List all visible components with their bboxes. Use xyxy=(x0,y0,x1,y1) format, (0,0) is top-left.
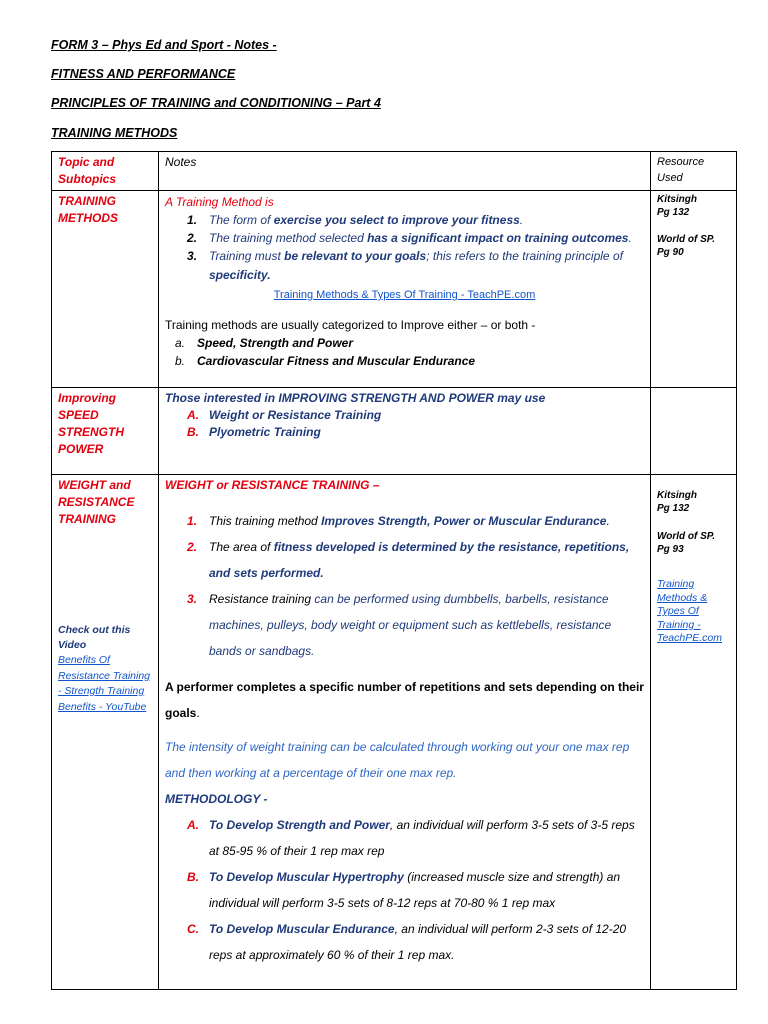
resource-cell xyxy=(651,388,737,475)
header-topic-cell xyxy=(52,152,159,191)
list-item: 1. This training method Improves Strength, Power or Muscular Endurance. xyxy=(187,514,610,528)
topic-improving-ssp: Improving SPEED STRENGTH POWER xyxy=(58,391,124,456)
video-link[interactable]: Benefits Of Resistance Training - Strength Training Benefits - YouTube xyxy=(58,654,151,713)
list-item: 1. The form of exercise you select to improve your fitness. xyxy=(187,213,524,227)
topic-cell xyxy=(52,475,159,990)
ssp-intro: Those interested in IMPROVING STRENGTH AND POWER may use xyxy=(165,391,546,405)
resource-teachpe-link[interactable]: Training Methods & Types Of Training - TeachPE.com xyxy=(657,578,722,644)
table-header-row xyxy=(52,152,737,191)
doc-part-title: PRINCIPLES OF TRAINING and CONDITIONING – Part 4 xyxy=(51,96,381,110)
table-row xyxy=(52,388,737,475)
intensity-text: The intensity of weight training can be calculated through working out your one max rep and then working at a percentage of their one max rep. xyxy=(165,740,630,780)
doc-topic-title: TRAINING METHODS xyxy=(51,126,178,140)
list-item: 2. The training method selected has a significant impact on training outcomes. xyxy=(187,231,632,245)
list-item: a. Speed, Strength and Power xyxy=(175,336,354,350)
weight-heading: WEIGHT or RESISTANCE TRAINING – xyxy=(165,478,380,492)
teachpe-link-row xyxy=(165,286,644,304)
notes-cell xyxy=(159,191,651,388)
doc-form-title: FORM 3 – Phys Ed and Sport - Notes - xyxy=(51,38,277,52)
topic-training-methods: TRAINING METHODS xyxy=(58,194,118,225)
list-item: A. To Develop Strength and Power, an individual will perform 3-5 sets of 3-5 reps at 85-95 % of their 1 rep max rep xyxy=(187,818,635,858)
list-item: A. Weight or Resistance Training xyxy=(187,408,382,422)
notes-cell xyxy=(159,475,651,990)
header-notes-cell xyxy=(159,152,651,191)
resource-kitsingh: Kitsingh Pg 132 xyxy=(657,490,697,514)
teachpe-link[interactable]: Training Methods & Types Of Training - TeachPE.com xyxy=(273,289,536,301)
resource-cell xyxy=(651,475,737,990)
list-item: b. Cardiovascular Fitness and Muscular Endurance xyxy=(175,354,476,368)
header-notes: Notes xyxy=(165,155,197,169)
topic-cell xyxy=(52,191,159,388)
resource-world-of-sp: World of SP. Pg 90 xyxy=(657,234,715,258)
performer-text: A performer completes a specific number of repetitions and sets depending on their goals. xyxy=(165,680,644,720)
categories-intro: Training methods are usually categorized to Improve either – or both - xyxy=(165,318,536,332)
resource-kitsingh: Kitsingh Pg 132 xyxy=(657,194,697,218)
resource-cell xyxy=(651,191,737,388)
list-item: 2. The area of fitness developed is determined by the resistance, repetitions, and sets performed. xyxy=(187,540,630,580)
table-row xyxy=(52,475,737,990)
list-item: B. Plyometric Training xyxy=(187,425,321,439)
header-resource: Resource Used xyxy=(657,156,705,184)
list-item: C. To Develop Muscular Endurance, an individual will perform 2-3 sets of 12-20 reps at approximately 60 % of their 1 rep max. xyxy=(187,922,627,962)
header-resource-cell xyxy=(651,152,737,191)
notes-cell xyxy=(159,388,651,475)
topic-cell xyxy=(52,388,159,475)
video-label: Check out this Video xyxy=(58,624,131,651)
notes-table xyxy=(51,151,737,990)
list-item: 3. Resistance training can be performed using dumbbells, barbells, resistance machines, pulleys, body weight or equipment such as kettlebells, resistance bands or sandbags. xyxy=(187,592,612,658)
resource-world-of-sp: World of SP. Pg 93 xyxy=(657,531,715,555)
list-item: B. To Develop Muscular Hypertrophy (increased muscle size and strength) an individual will perform 3-5 sets of 8-12 reps at 70-80 % 1 rep max xyxy=(187,870,621,910)
methodology-label: METHODOLOGY - xyxy=(165,792,268,806)
table-row xyxy=(52,191,737,388)
topic-weight-resistance: WEIGHT and RESISTANCE TRAINING xyxy=(58,478,135,526)
list-item: 3. Training must be relevant to your goals; this refers to the training principle of specificity. xyxy=(187,249,623,282)
doc-section-title: FITNESS AND PERFORMANCE xyxy=(51,67,236,81)
training-method-intro: A Training Method is xyxy=(165,195,274,209)
header-topic: Topic and Subtopics xyxy=(58,155,117,186)
